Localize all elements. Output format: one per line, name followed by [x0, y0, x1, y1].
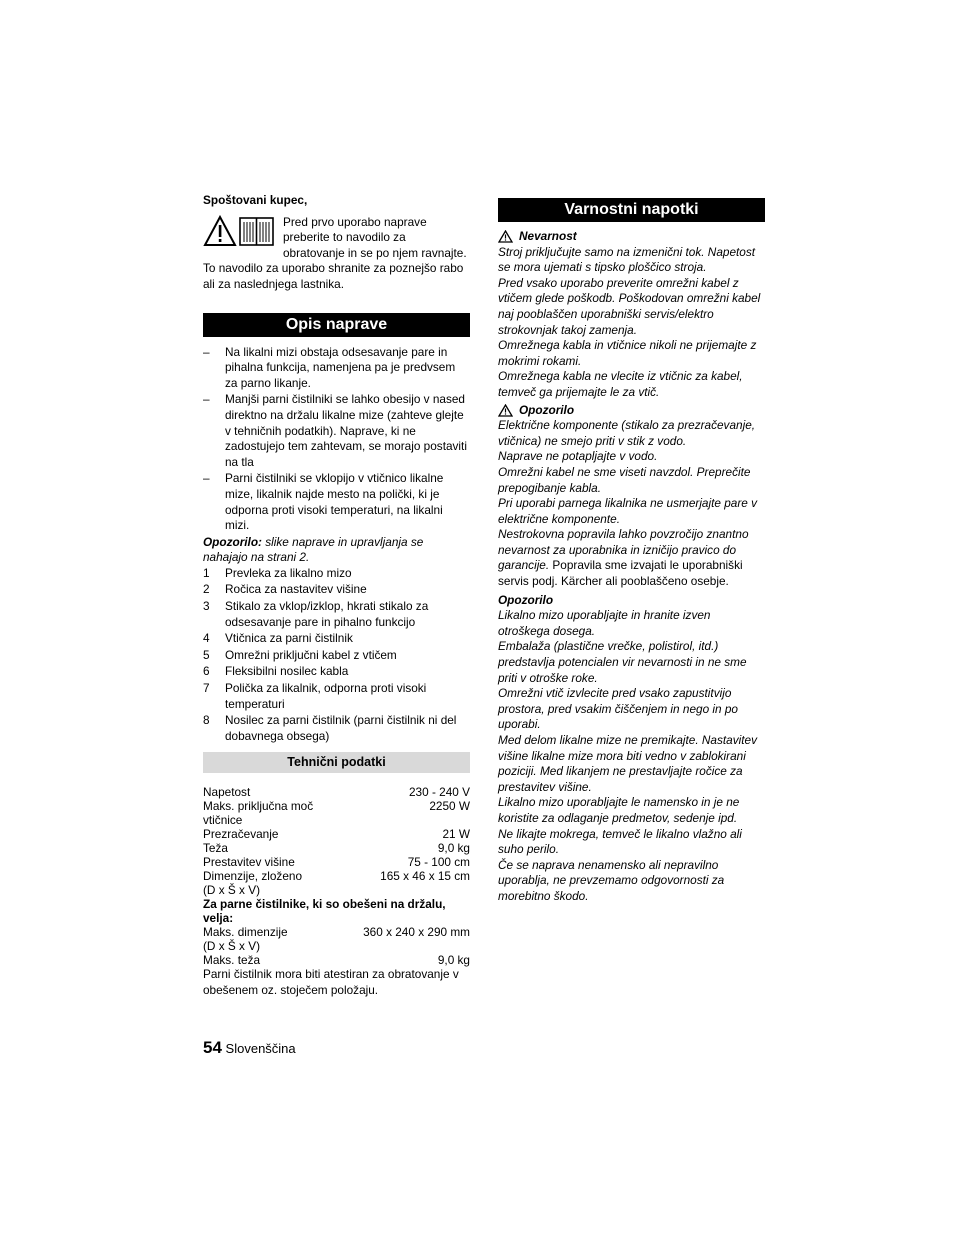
spec-row: Teža 9,0 kg	[203, 841, 470, 856]
list-item: 4 Vtičnica za parni čistilnik	[203, 631, 353, 646]
list-item: – Na likalni mizi obstaja odsesavanje pare in pihalna funkcija, namenjena pa je predvsem za parno likanje.	[203, 345, 470, 392]
spec-row: Maks. teža 9,0 kg	[203, 953, 470, 968]
page-number: 54	[203, 1038, 222, 1057]
list-item: 8 Nosilec za parni čistilnik (parni čistilnik ni del dobavnega obsega)	[203, 713, 457, 743]
danger-heading: Nevarnost	[498, 229, 765, 245]
section-title-opis: Opis naprave	[203, 313, 470, 337]
spec-row: Maks. dimenzije 360 x 240 x 290 mm	[203, 925, 470, 940]
spec-row: (D x Š x V)	[203, 939, 261, 954]
spec-row: vtičnice	[203, 813, 243, 828]
intro-block	[203, 215, 470, 293]
page-footer	[203, 1038, 296, 1058]
list-item: 5 Omrežni priključni kabel z vtičem	[203, 647, 397, 662]
list-item: 3 Stikalo za vklop/izklop, hkrati stikalo za odsesavanje pare in pihalno funkcijo	[203, 599, 429, 629]
warning-text: Naprave ne potapljajte v vodo.	[498, 449, 658, 464]
repair-text: Nestrokovna popravila lahko povzročijo znantno nevarnost za uporabnika in izničijo pravico do garancije. Popravila sme izvajati le uporabniški servis podj. Kärcher ali pooblaščeno osebje.	[498, 527, 749, 589]
warning-heading: Opozorilo	[498, 403, 765, 419]
warning-manual-icon	[203, 215, 275, 247]
closing-text: Parni čistilnik mora biti atestiran za obratovanje v obešenem oz. stoječem položaju.	[203, 967, 459, 997]
caution-text: Omrežni vtič izvlecite pred vsako zapustitvijo prostora, pred vsakim čiščenjem in nego in po uporabi.	[498, 686, 738, 732]
spec-row: Maks. priključna moč 2250 W	[203, 799, 470, 814]
spec-table	[203, 785, 470, 998]
list-item: – Parni čistilniki se vklopijo v vtičnico likalne mize, likalnik najde mesto na polički, ki je odporna proti visoki temperaturi, na likalni mizi.	[203, 471, 470, 533]
section-title-tech: Tehnični podatki	[203, 752, 470, 773]
danger-text: Stroj priključujte samo na izmenični tok. Napetost se mora ujemati s tipsko ploščico stroja.	[498, 244, 756, 275]
intro-text: Pred prvo uporabo naprave preberite to navodilo za obratovanje in se po njem ravnajte. To navodilo za uporabo shranite za poznejšo rabo ali za naslednjega lastnika.	[203, 214, 467, 291]
list-item: – Manjši parni čistilniki se lahko obesijo v nased direktno na držalu likalne mize (zahteve glejte v tehničnih podatkih). Naprave, ki ne zadostujejo tem zahtevam, se morajo postaviti na tla	[203, 392, 470, 470]
spec-row: Napetost 230 - 240 V	[203, 785, 470, 800]
caution-text: Likalno mizo uporabljajte in hranite izven otroškega dosega.	[498, 608, 711, 638]
footer-language: Slovenščina	[225, 1041, 296, 1056]
spec-row: (D x Š x V)	[203, 883, 261, 898]
warning-text: Omrežni kabel ne sme viseti navzdol. Preprečite prepogibanje kabla.	[498, 464, 751, 495]
danger-text: Pred vsako uporabo preverite omrežni kabel z vtičem glede poškodb. Poškodovan omrežni kabel naj pooblaščen uporabniški servis/elektro strokovnjak takoj zamenja.	[498, 275, 761, 337]
section-title-safety: Varnostni napotki	[498, 198, 765, 222]
hanging-title: Za parne čistilnike, ki so obešeni na držalu, velja:	[203, 897, 446, 926]
spec-row: Prezračevanje 21 W	[203, 827, 470, 842]
note-text: slike naprave in upravljanja se nahajajo na strani 2.	[203, 534, 424, 565]
left-column	[203, 193, 470, 999]
warning-text: Električne komponente (stikalo za prezračevanje, vtičnica) ne smejo priti v stik z vodo.	[498, 418, 756, 448]
caution-text: Med delom likalne mize ne premikajte. Nastavitev višine likalne mize mora biti vedno v zablokirani poziciji. Med likanjem ne prestavljajte ročice za prestavitev višine.	[498, 733, 757, 794]
right-column	[498, 198, 765, 905]
caution-text: Embalaža (plastične vrečke, polistirol, itd.) predstavlja potencialen vir nevarnosti in ne sme priti v otroške roke.	[498, 639, 747, 685]
note-label: Opozorilo:	[203, 534, 262, 549]
warning-triangle-icon	[498, 404, 513, 417]
danger-text: Omrežnega kabla in vtičnice nikoli ne prijemajte z mokrimi rokami.	[498, 338, 757, 368]
note	[203, 535, 470, 566]
list-item: 1 Prevleka za likalno mizo	[203, 565, 352, 580]
caution-text: Ne likajte mokrega, temveč le likalno vlažno ali suho perilo.	[498, 826, 742, 857]
warning-triangle-icon	[498, 230, 513, 243]
list-item: 2 Ročica za nastavitev višine	[203, 582, 367, 597]
caution-text: Če se naprava nenamensko ali nepravilno uporablja, ne prevzemamo odgovornosti za morebitno škodo.	[498, 857, 725, 903]
list-item: 6 Fleksibilni nosilec kabla	[203, 664, 349, 679]
list-item: 7 Polička za likalnik, odporna proti visoki temperaturi	[203, 681, 427, 711]
caution-text: Likalno mizo uporabljajte le namensko in je ne koristite za odlaganje predmetov, sedenje ipd.	[498, 795, 740, 825]
greeting: Spoštovani kupec,	[203, 193, 308, 207]
feature-list	[203, 345, 470, 534]
spec-row: Dimenzije, zloženo 165 x 46 x 15 cm	[203, 869, 470, 884]
spec-row: Prestavitev višine 75 - 100 cm	[203, 855, 470, 870]
danger-text: Omrežnega kabla ne vlecite iz vtičnic za kabel, temveč ga prijemajte le za vtič.	[498, 369, 743, 399]
warning-text: Pri uporabi parnega likalnika ne usmerjajte pare v električne komponente.	[498, 496, 758, 526]
caution-heading: Opozorilo	[498, 592, 554, 607]
parts-list	[203, 566, 470, 745]
